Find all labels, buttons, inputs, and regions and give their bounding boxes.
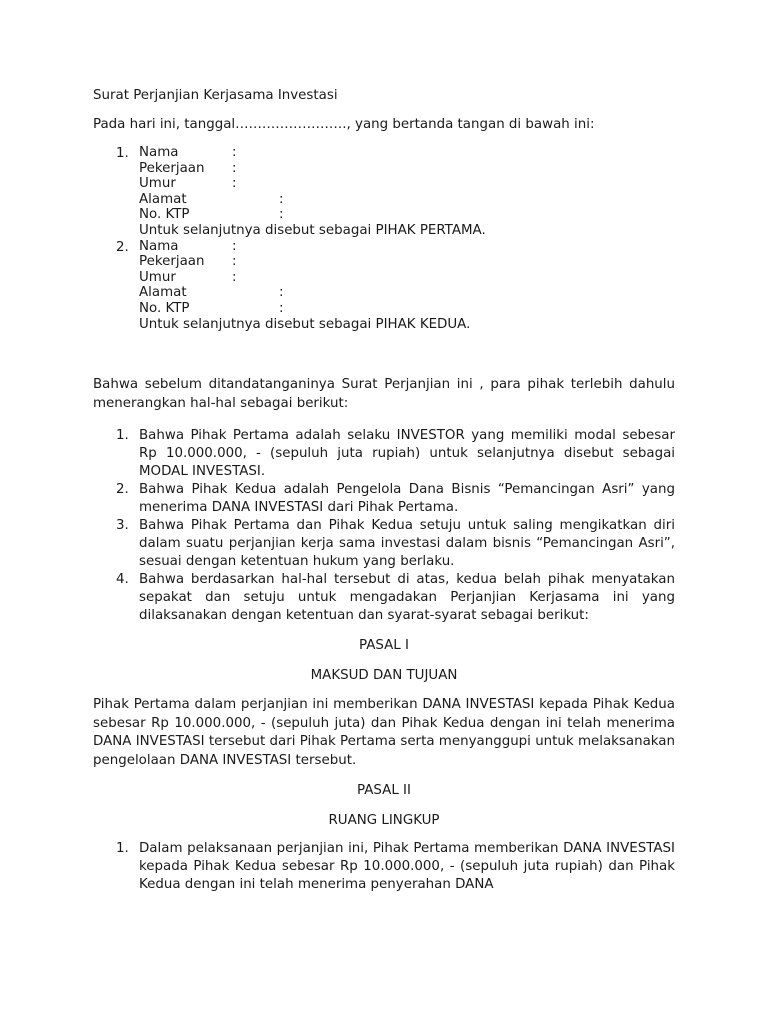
pasal-2-heading: PASAL II: [357, 783, 411, 799]
recitals-list: [93, 427, 675, 625]
field-pekerjaan: [139, 254, 675, 270]
field-colon: :: [232, 238, 237, 254]
field-no-ktp: [139, 207, 675, 223]
field-colon: :: [232, 254, 237, 270]
item-text: Bahwa Pihak Kedua adalah Pengelola Dana Bisnis “Pemancingan Asri” yang menerima DANA INVESTASI dari Pihak Pertama.: [139, 482, 675, 516]
preamble-paragraph: Bahwa sebelum ditandatanganinya Surat Perjanjian ini , para pihak terlebih dahulu menerangkan hal-hal sebagai berikut:: [93, 377, 675, 411]
field-colon: :: [279, 300, 284, 316]
item-text: Bahwa Pihak Pertama adalah selaku INVESTOR yang memiliki modal sebesar Rp 10.000.000, - (sepuluh juta rupiah) untuk selanjutnya disebut sebagai MODAL INVESTASI.: [139, 428, 675, 480]
field-label: Umur: [139, 176, 176, 192]
field-label: Umur: [139, 269, 176, 285]
party-closing: Untuk selanjutnya disebut sebagai PIHAK KEDUA.: [139, 316, 471, 332]
item-number: 1.: [116, 428, 129, 444]
document-title: Surat Perjanjian Kerjasama Investasi: [93, 88, 338, 103]
field-colon: :: [279, 285, 284, 301]
field-colon: :: [279, 207, 284, 223]
document-page: [93, 87, 675, 894]
recital-item: [93, 481, 675, 517]
field-colon: :: [232, 145, 237, 160]
field-label: Alamat: [139, 191, 187, 207]
field-no-ktp: [139, 301, 675, 317]
field-colon: :: [232, 160, 237, 176]
field-label: Nama: [139, 145, 179, 160]
field-label: Pekerjaan: [139, 160, 205, 176]
item-text: Bahwa berdasarkan hal-hal tersebut di atas, kedua belah pihak menyatakan sepakat dan setuju untuk mengadakan Perjanjian Kerjasama ini yang dilaksanakan dengan ketentuan dan syarat-syarat sebagai berikut:: [139, 572, 675, 624]
field-alamat: [139, 192, 675, 208]
party-number: 1.: [116, 146, 129, 161]
party-number: 2.: [116, 239, 129, 255]
pasal-1-heading: PASAL I: [359, 638, 409, 654]
recital-item: [93, 571, 675, 625]
field-label: Nama: [139, 238, 179, 254]
party-list: [93, 145, 675, 332]
field-label: Alamat: [139, 285, 187, 301]
field-nama: [139, 239, 675, 255]
item-number: 3.: [116, 518, 129, 534]
field-alamat: [139, 285, 675, 301]
field-colon: :: [232, 176, 237, 192]
ruang-lingkup-list: [93, 840, 675, 893]
field-label: Pekerjaan: [139, 254, 205, 270]
field-colon: :: [279, 191, 284, 207]
field-umur: [139, 176, 675, 192]
field-label: No. KTP: [139, 207, 190, 223]
party-closing: Untuk selanjutnya disebut sebagai PIHAK PERTAMA.: [139, 222, 486, 238]
item-text: Dalam pelaksanaan perjanjian ini, Pihak Pertama memberikan DANA INVESTASI kepada Pihak Kedua sebesar Rp 10.000.000, - (sepuluh juta rupiah) dan Pihak Kedua dengan ini telah menerima penyerahan DANA: [139, 841, 675, 892]
item-text: Bahwa Pihak Pertama dan Pihak Kedua setuju untuk saling mengikatkan diri dalam suatu perjanjian kerja sama investasi dalam bisnis “Pemancingan Asri”, sesuai dengan ketentuan hukum yang berlaku.: [139, 518, 675, 570]
ruang-lingkup-item: [93, 840, 675, 893]
field-umur: [139, 270, 675, 286]
recital-item: [93, 427, 675, 481]
recital-item: [93, 517, 675, 571]
field-colon: :: [232, 269, 237, 285]
intro-line: Pada hari ini, tanggal……………………., yang bertanda tangan di bawah ini:: [93, 117, 595, 132]
party-1: [93, 145, 675, 239]
field-nama: [139, 145, 675, 161]
item-number: 1.: [116, 841, 129, 857]
pasal-1-title: MAKSUD DAN TUJUAN: [310, 668, 458, 684]
item-number: 2.: [116, 482, 129, 498]
item-number: 4.: [116, 572, 129, 588]
party-2: [93, 239, 675, 333]
field-pekerjaan: [139, 161, 675, 177]
field-label: No. KTP: [139, 300, 190, 316]
pasal-2-title: RUANG LINGKUP: [328, 813, 440, 829]
pasal-1-body: Pihak Pertama dalam perjanjian ini memberikan DANA INVESTASI kepada Pihak Kedua sebesar Rp 10.000.000, - (sepuluh juta) dan Pihak Kedua dengan ini telah menerima DANA INVESTASI tersebut dari Pihak Pertama serta menyanggupi untuk melaksanakan pengelolaan DANA INVESTASI tersebut.: [93, 697, 675, 768]
